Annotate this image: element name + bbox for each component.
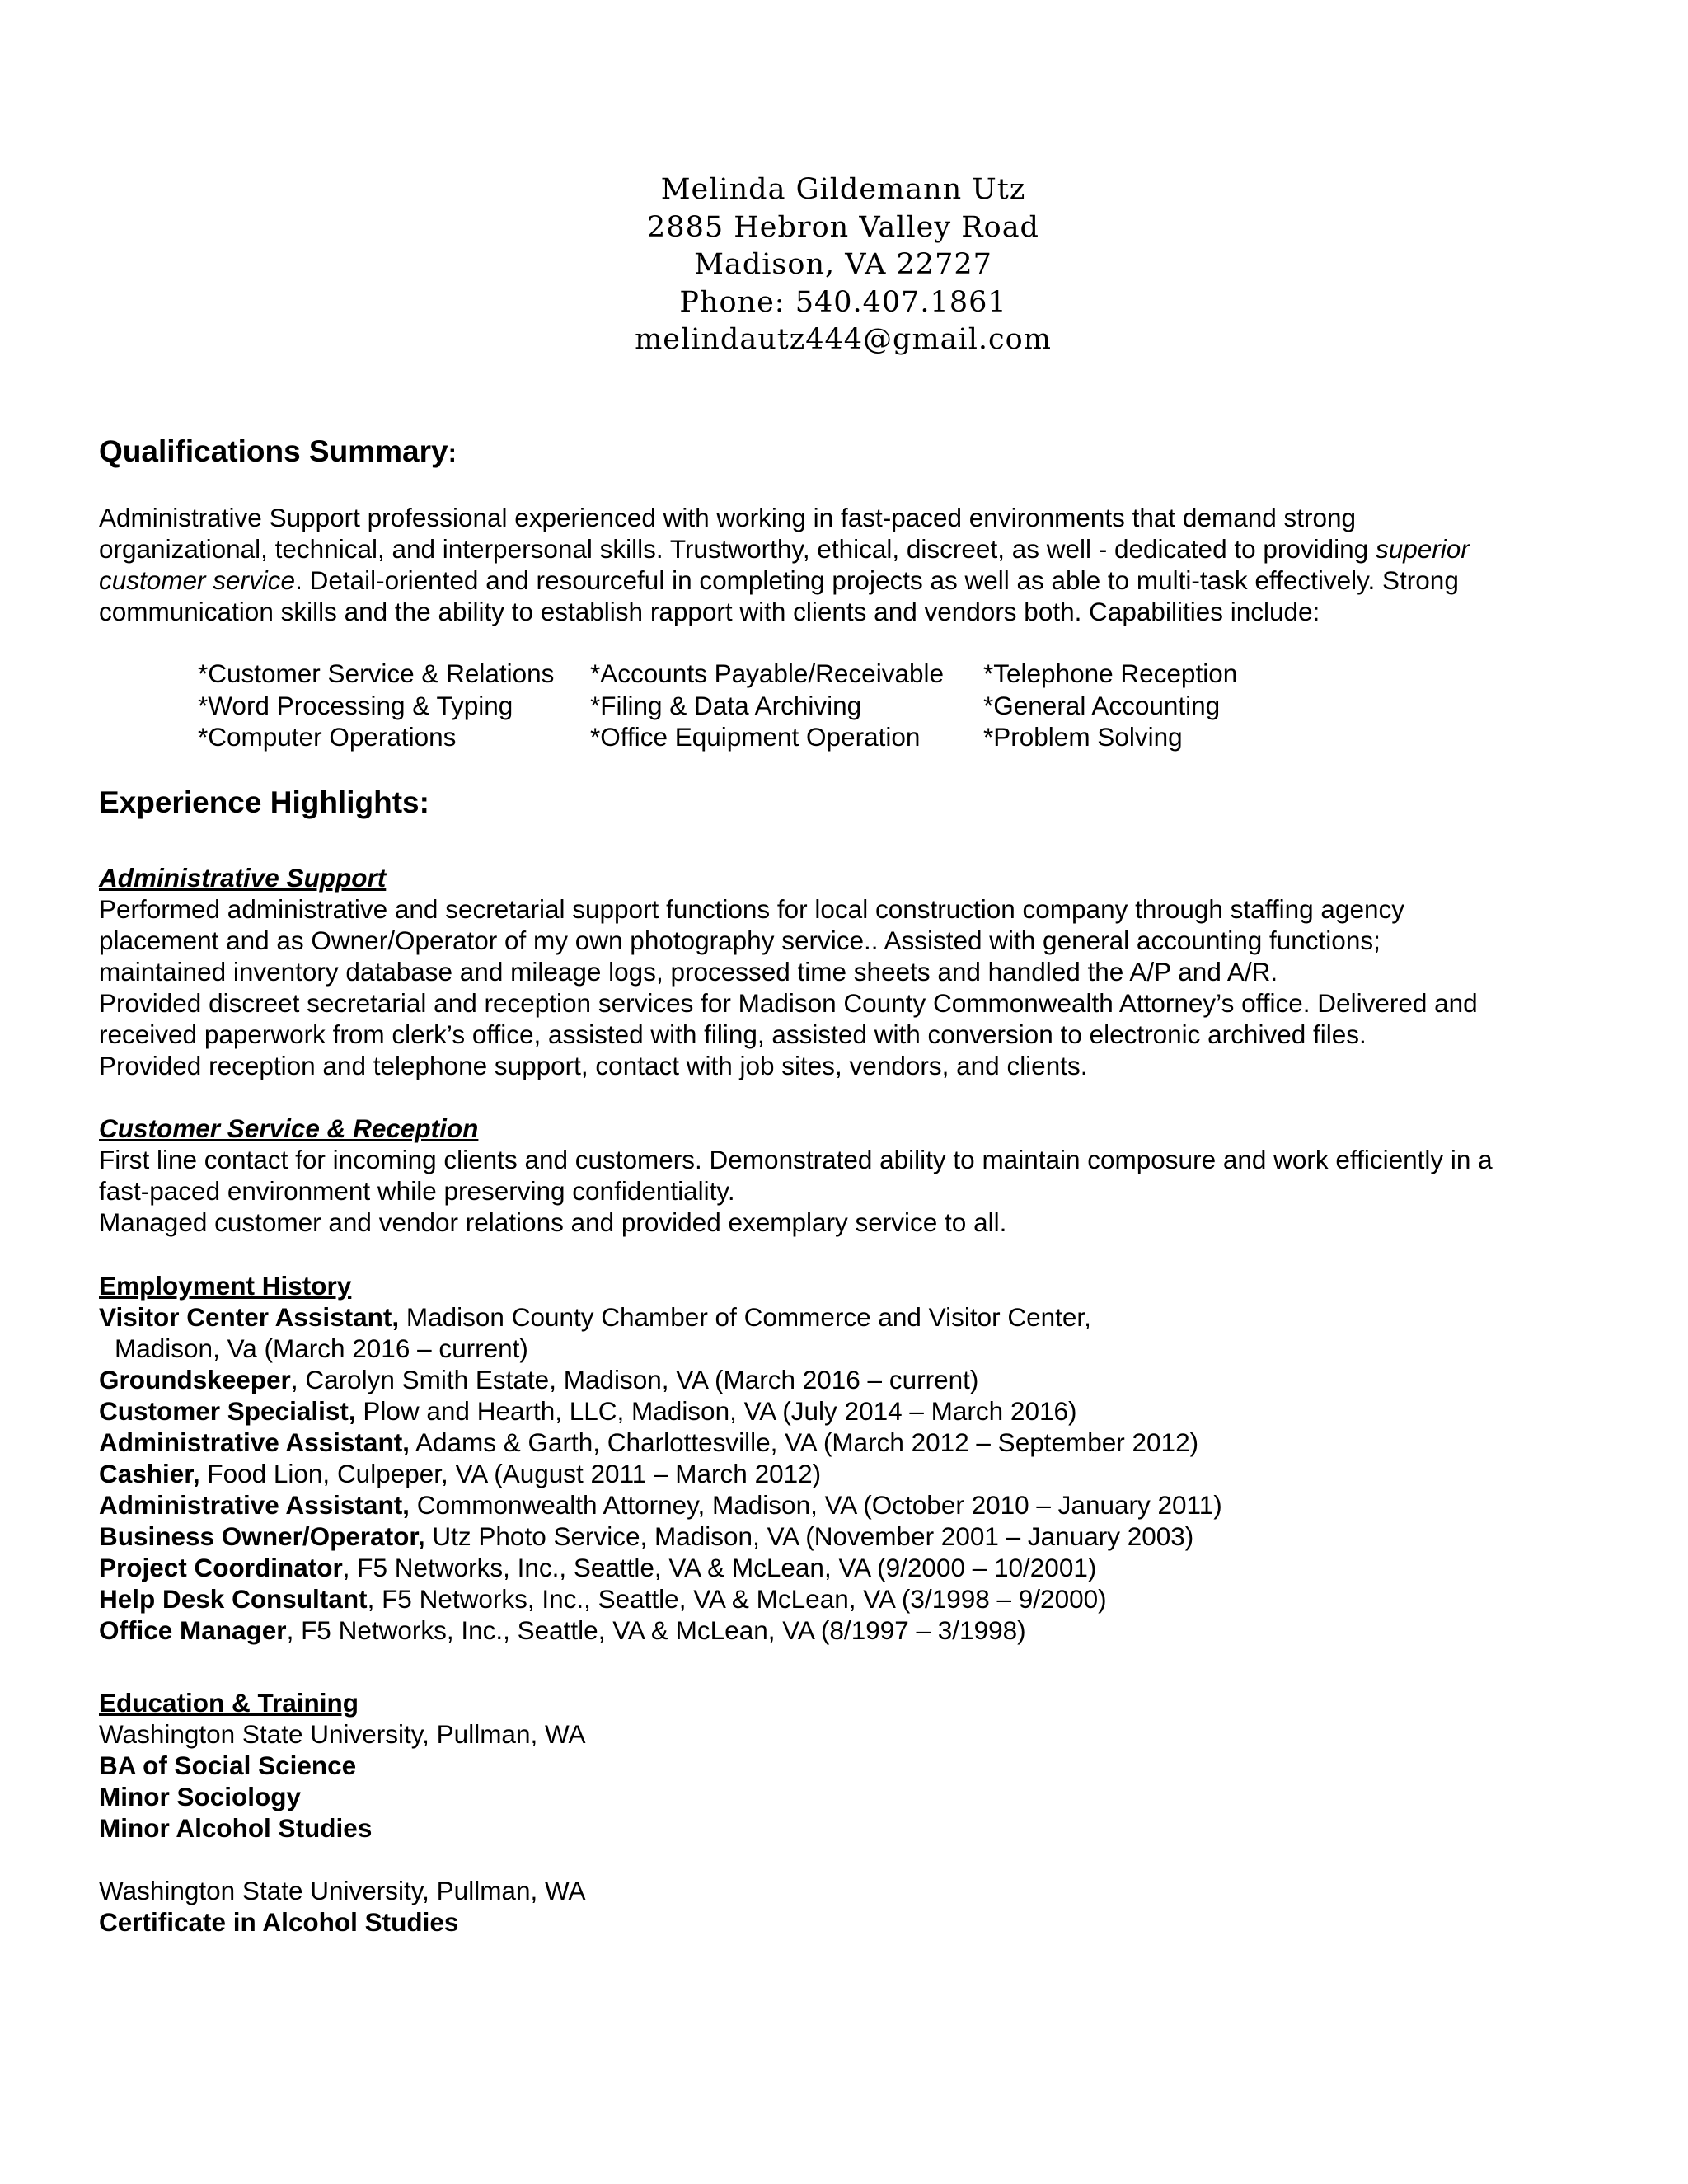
phone-number: Phone: 540.407.1861 bbox=[679, 285, 1007, 319]
street-address: 2885 Hebron Valley Road bbox=[647, 210, 1039, 244]
job-detail: Plow and Hearth, LLC, Madison, VA (July 2014 – March 2016) bbox=[355, 1396, 1077, 1426]
job-entry bbox=[99, 1521, 1582, 1552]
job-detail: Utz Photo Service, Madison, VA (November 2001 – January 2003) bbox=[424, 1521, 1194, 1551]
job-entry bbox=[99, 1458, 1582, 1489]
summary-line bbox=[99, 565, 1582, 596]
certificate: Certificate in Alcohol Studies bbox=[99, 1907, 459, 1937]
customer-line: fast-paced environment while preserving confidentiality. bbox=[99, 1176, 735, 1206]
capability-item: *Word Processing & Typing bbox=[198, 690, 513, 720]
capability-item: *General Accounting bbox=[983, 690, 1221, 720]
school-name: Washington State University, Pullman, WA bbox=[99, 1876, 586, 1905]
admin-support-heading: Administrative Support bbox=[99, 863, 387, 893]
admin-line: placement and as Owner/Operator of my own photography service.. Assisted with general accounting functions; bbox=[99, 926, 1381, 955]
qualifications-title-text: Qualifications Summary bbox=[99, 434, 448, 468]
summary-line-text: . Detail-oriented and resourceful in completing projects as well as able to multi-task effectively. Strong bbox=[295, 565, 1459, 595]
job-detail: Commonwealth Attorney, Madison, VA (October 2010 – January 2011) bbox=[409, 1490, 1222, 1520]
admin-line: received paperwork from clerk’s office, assisted with filing, assisted with conversion to electronic archived files. bbox=[99, 1019, 1367, 1049]
minor: Minor Sociology bbox=[99, 1782, 302, 1811]
experience-title: Experience Highlights: bbox=[99, 785, 429, 819]
admin-line: maintained inventory database and mileage logs, processed time sheets and handled the A/P and A/R. bbox=[99, 957, 1278, 987]
qualifications-summary bbox=[99, 502, 1582, 627]
qualifications-title-colon: : bbox=[448, 438, 457, 467]
job-title: Project Coordinator bbox=[99, 1553, 343, 1582]
job-title: Office Manager bbox=[99, 1615, 287, 1645]
job-title: Visitor Center Assistant, bbox=[99, 1302, 400, 1332]
summary-emphasis: customer service bbox=[99, 565, 296, 595]
minor: Minor Alcohol Studies bbox=[99, 1813, 373, 1843]
job-entry bbox=[99, 1489, 1582, 1521]
job-detail: Adams & Garth, Charlottesville, VA (March 2012 – September 2012) bbox=[409, 1427, 1199, 1457]
customer-line: First line contact for incoming clients and customers. Demonstrated ability to maintain composure and work efficiently in a bbox=[99, 1145, 1493, 1174]
customer-line: Managed customer and vendor relations and provided exemplary service to all. bbox=[99, 1207, 1007, 1237]
resume-page bbox=[99, 0, 1582, 2184]
capability-item: *Customer Service & Relations bbox=[198, 658, 555, 688]
job-detail: , F5 Networks, Inc., Seattle, VA & McLean, VA (8/1997 – 3/1998) bbox=[286, 1615, 1026, 1645]
capabilities-column bbox=[198, 658, 554, 753]
education-training bbox=[99, 1687, 1582, 1938]
candidate-name: Melinda Gildemann Utz bbox=[660, 173, 1026, 206]
education-heading: Education & Training bbox=[99, 1688, 359, 1718]
job-title: Administrative Assistant, bbox=[99, 1427, 410, 1457]
capability-item: *Problem Solving bbox=[983, 722, 1183, 752]
qualifications-title bbox=[99, 434, 457, 469]
capabilities-column bbox=[983, 658, 1237, 753]
job-detail: Madison County Chamber of Commerce and Visitor Center, bbox=[399, 1302, 1091, 1332]
capability-item: *Accounts Payable/Receivable bbox=[590, 658, 945, 688]
job-detail: , Carolyn Smith Estate, Madison, VA (March 2016 – current) bbox=[290, 1365, 979, 1394]
job-title: Groundskeeper bbox=[99, 1365, 291, 1394]
customer-service-heading: Customer Service & Reception bbox=[99, 1113, 479, 1143]
summary-emphasis: superior bbox=[1375, 534, 1470, 564]
capability-item: *Telephone Reception bbox=[983, 658, 1238, 688]
capabilities-column bbox=[590, 658, 944, 753]
job-entry-continued: Madison, Va (March 2016 – current) bbox=[115, 1333, 528, 1363]
customer-service-block bbox=[99, 1113, 1582, 1238]
summary-line: Administrative Support professional experienced with working in fast-paced environments that demand strong bbox=[99, 503, 1357, 532]
job-detail: , F5 Networks, Inc., Seattle, VA & McLean, VA (9/2000 – 10/2001) bbox=[342, 1553, 1097, 1582]
school-name: Washington State University, Pullman, WA bbox=[99, 1719, 586, 1749]
job-entry bbox=[99, 1552, 1582, 1583]
job-detail: , F5 Networks, Inc., Seattle, VA & McLean, VA (3/1998 – 9/2000) bbox=[367, 1584, 1107, 1614]
blank-line bbox=[99, 1844, 1582, 1875]
summary-line: communication skills and the ability to establish rapport with clients and vendors both. Capabilities include: bbox=[99, 597, 1320, 626]
job-entry bbox=[99, 1615, 1582, 1646]
job-entry bbox=[99, 1301, 1582, 1333]
job-title: Business Owner/Operator, bbox=[99, 1521, 425, 1551]
city-state-zip: Madison, VA 22727 bbox=[694, 248, 992, 281]
job-title: Customer Specialist, bbox=[99, 1396, 356, 1426]
admin-line: Performed administrative and secretarial support functions for local construction company through staffing agency bbox=[99, 894, 1404, 924]
job-entry bbox=[99, 1395, 1582, 1427]
email-address: melindautz444@gmail.com bbox=[635, 323, 1052, 356]
admin-support-block bbox=[99, 862, 1582, 1081]
job-entry bbox=[99, 1427, 1582, 1458]
capability-item: *Computer Operations bbox=[198, 722, 457, 752]
degree: BA of Social Science bbox=[99, 1750, 357, 1780]
employment-history bbox=[99, 1270, 1582, 1646]
summary-line-text: organizational, technical, and interpersonal skills. Trustworthy, ethical, discreet, as well - dedicated to providing bbox=[99, 534, 1376, 564]
employment-heading: Employment History bbox=[99, 1271, 352, 1301]
job-title: Cashier, bbox=[99, 1459, 200, 1488]
job-entry bbox=[99, 1583, 1582, 1615]
job-entry bbox=[99, 1364, 1582, 1395]
capability-item: *Office Equipment Operation bbox=[590, 722, 921, 752]
admin-line: Provided reception and telephone support, contact with job sites, vendors, and clients. bbox=[99, 1051, 1088, 1080]
job-detail: Food Lion, Culpeper, VA (August 2011 – March 2012) bbox=[199, 1459, 822, 1488]
contact-header bbox=[99, 171, 1587, 359]
summary-line bbox=[99, 533, 1582, 565]
job-title: Administrative Assistant, bbox=[99, 1490, 410, 1520]
job-title: Help Desk Consultant bbox=[99, 1584, 368, 1614]
admin-line: Provided discreet secretarial and reception services for Madison County Commonwealth Attorney’s office. Delivered and bbox=[99, 988, 1478, 1018]
capability-item: *Filing & Data Archiving bbox=[590, 690, 862, 720]
